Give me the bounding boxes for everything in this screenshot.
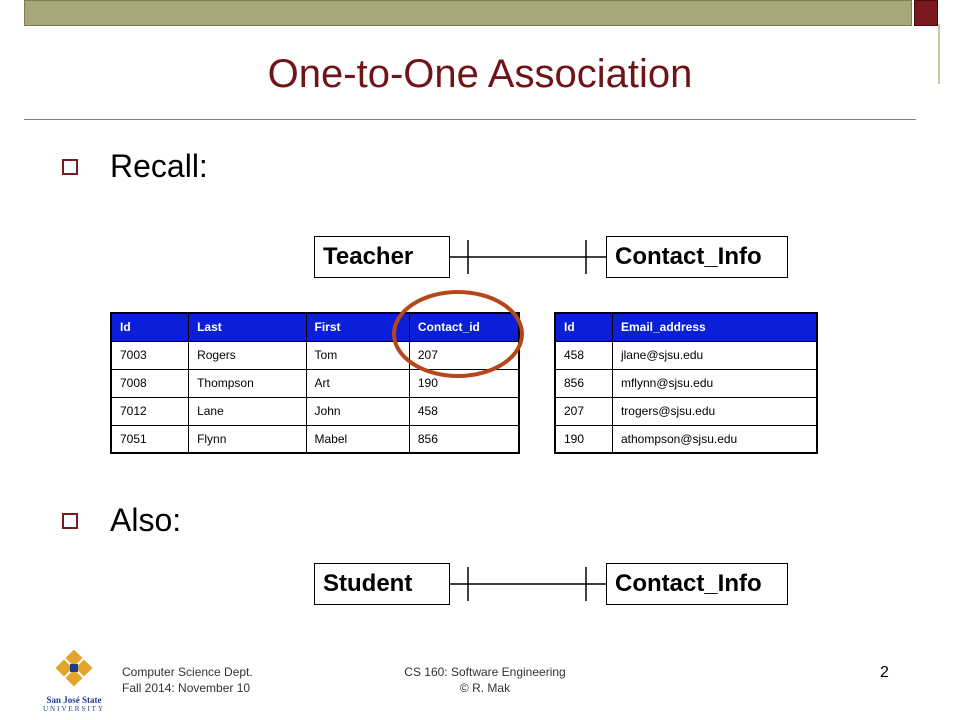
contact-table-row	[555, 425, 817, 453]
highlight-circle	[388, 286, 528, 382]
contact-table-header-row	[555, 313, 817, 341]
entity-contact-info: Contact_Info	[606, 236, 788, 278]
contact-info-table	[554, 312, 818, 454]
teacher-table-header-cell: Id	[111, 313, 189, 341]
footer-center	[380, 664, 590, 696]
slide-title: One-to-One Association	[267, 52, 693, 96]
logo-text-line1: San José State	[46, 695, 102, 705]
teacher-table-cell: Rogers	[189, 341, 306, 369]
entity-student: Student	[314, 563, 450, 605]
teacher-table-cell: Art	[306, 369, 409, 397]
entity-teacher: Teacher	[314, 236, 450, 278]
one-to-one-connector-2	[450, 563, 606, 605]
contact-table-cell: 207	[555, 397, 612, 425]
contact-table-cell: 458	[555, 341, 612, 369]
teacher-table-cell: Lane	[189, 397, 306, 425]
one-to-one-connector	[450, 236, 606, 278]
contact-table-row	[555, 341, 817, 369]
contact-table-header-cell: Id	[555, 313, 612, 341]
teacher-table-header-cell: Last	[189, 313, 306, 341]
teacher-table-cell: 207	[409, 341, 519, 369]
top-corner-box	[914, 0, 938, 26]
sjsu-logo-icon	[40, 650, 108, 690]
teacher-table-header-cell: First	[306, 313, 409, 341]
footer-course: CS 160: Software Engineering	[404, 665, 566, 679]
teacher-table-cell: Thompson	[189, 369, 306, 397]
teacher-table-cell: 7003	[111, 341, 189, 369]
teacher-table-cell: Tom	[306, 341, 409, 369]
footer-term: Fall 2014: November 10	[122, 681, 251, 695]
contact-table-header-cell: Email_address	[612, 313, 817, 341]
contact-table-cell: mflynn@sjsu.edu	[612, 369, 817, 397]
teacher-table-cell: 7012	[111, 397, 189, 425]
top-decorative-bar	[24, 0, 912, 26]
contact-table-cell: trogers@sjsu.edu	[612, 397, 817, 425]
page-number: 2	[880, 664, 889, 681]
footer-left	[122, 664, 253, 696]
teacher-table-header-cell: Contact_id	[409, 313, 519, 341]
contact-table-cell: 190	[555, 425, 612, 453]
entity-contact-info-2: Contact_Info	[606, 563, 788, 605]
contact-table-row	[555, 397, 817, 425]
bullet-recall-text: Recall:	[110, 148, 208, 184]
teacher-table-cell: 856	[409, 425, 519, 453]
bullet-square-icon	[62, 159, 78, 175]
contact-table-cell: athompson@sjsu.edu	[612, 425, 817, 453]
footer-author: © R. Mak	[459, 681, 511, 695]
sjsu-logo	[40, 650, 108, 713]
bullet-also	[62, 502, 181, 539]
teacher-table-row	[111, 397, 519, 425]
teacher-table-cell: John	[306, 397, 409, 425]
bullet-square-icon	[62, 513, 78, 529]
contact-table-row	[555, 369, 817, 397]
footer-dept: Computer Science Dept.	[122, 665, 253, 679]
teacher-table-cell: Mabel	[306, 425, 409, 453]
teacher-table-cell: Flynn	[189, 425, 306, 453]
bullet-also-text: Also:	[110, 502, 182, 538]
teacher-table-cell: 7051	[111, 425, 189, 453]
teacher-table-cell: 458	[409, 397, 519, 425]
bullet-recall	[62, 148, 208, 185]
title-divider	[24, 119, 916, 120]
teacher-table-row	[111, 425, 519, 453]
logo-text-line2: UNIVERSITY	[43, 705, 105, 713]
teacher-table-cell: 190	[409, 369, 519, 397]
contact-table-cell: jlane@sjsu.edu	[612, 341, 817, 369]
contact-table-cell: 856	[555, 369, 612, 397]
teacher-table-cell: 7008	[111, 369, 189, 397]
